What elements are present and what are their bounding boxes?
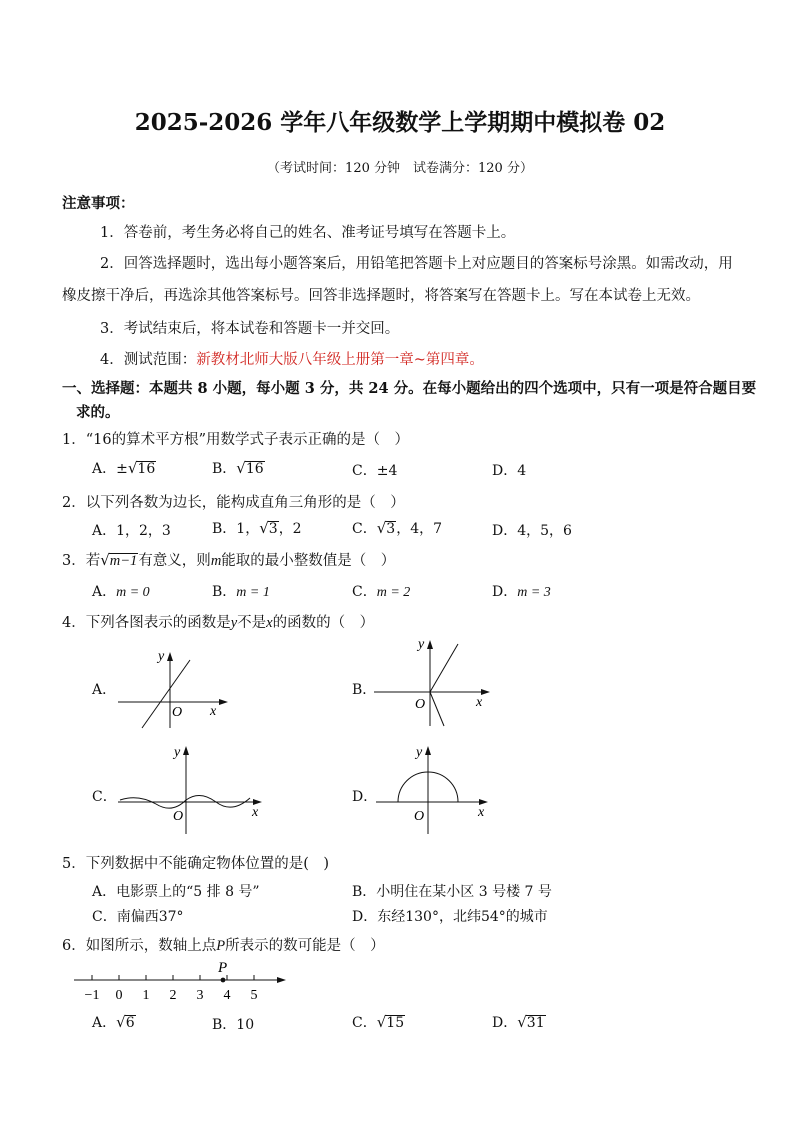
latitude-value: 54° (480, 909, 506, 925)
q4-text: 不是 (237, 615, 267, 631)
q1-text: 的算术平方根”用数学式子表示正确的是（ ） (111, 432, 410, 448)
section-1-heading-line1: 一、选择题：本题共 8 小题，每小题 3 分，共 24 分。在每小题给出的四个选项中，只有一项是符合题目要 (62, 380, 757, 397)
variable-p: P (216, 938, 226, 954)
option-label: B． (212, 584, 237, 600)
radicand: 3 (268, 521, 278, 537)
question-4-stem (62, 611, 374, 632)
option-label: A． (92, 584, 117, 600)
x-label: x (210, 704, 217, 719)
note-2-line2: 橡皮擦干净后，再选涂其他答案标号。回答非选择题时，将答案写在答题卡上。写在本试卷上无效。 (62, 288, 700, 304)
q6-text: 所表示的数可能是（ ） (225, 938, 385, 954)
q4-option-b-label[interactable]: B． (352, 682, 377, 698)
tick-label: −1 (84, 988, 100, 1003)
question-1-stem (62, 428, 409, 449)
notes-heading: 注意事项： (62, 195, 135, 212)
q1-option-d[interactable]: D．4 (492, 463, 527, 479)
q5-option-c[interactable] (92, 906, 184, 926)
test-range: 新教材北师大版八年级上册第一章~第四章。 (196, 352, 484, 368)
q1-option-c[interactable]: C．±4 (352, 463, 398, 479)
option-label: C． (352, 1015, 377, 1031)
q2-option-d[interactable]: D．4，5，6 (492, 523, 572, 539)
longitude-value: 130° (405, 909, 439, 925)
q3-text: 3．若 (62, 553, 101, 569)
q1-option-b[interactable] (212, 458, 265, 478)
q4-text: 的函数的（ ） (272, 615, 375, 631)
q5-option-b[interactable]: B．小明住在某小区 3 号楼 7 号 (352, 884, 552, 900)
q6-option-b[interactable]: B．10 (212, 1017, 255, 1033)
q3-text: 能取的最小整数值是（ ） (221, 553, 396, 569)
q4-option-d-label[interactable]: D． (352, 789, 378, 805)
radicand: 15 (386, 1015, 405, 1031)
note-4 (100, 348, 484, 369)
option-value: m = 1 (236, 585, 270, 600)
q4-text: 4．下列各图表示的函数是 (62, 615, 231, 631)
q3-option-c[interactable] (352, 581, 410, 601)
option-text: D．东经 (352, 909, 406, 925)
q6-text: 6．如图所示，数轴上点 (62, 938, 217, 954)
option-label: D． (492, 1015, 518, 1031)
q6-option-d[interactable] (492, 1012, 546, 1032)
sqrt-icon: √ (236, 459, 246, 477)
sqrt-icon: √ (127, 459, 138, 477)
exam-info: （考试时间：120 分钟 试卷满分：120 分） (267, 161, 533, 176)
question-5-stem: 5．下列数据中不能确定物体位置的是( ) (62, 856, 330, 872)
option-text: ，2 (278, 521, 302, 537)
q2-option-c[interactable] (352, 518, 442, 538)
variable-x: x (266, 615, 273, 631)
point-p-dot (221, 978, 226, 983)
tick-label: 3 (196, 988, 204, 1003)
q3-text: 有意义，则 (138, 553, 211, 569)
option-text: 的城市 (505, 909, 548, 925)
option-label: A． (92, 1015, 117, 1031)
point-p-label: P (218, 960, 228, 976)
sqrt-icon: √ (376, 519, 387, 537)
option-value: m = 3 (517, 585, 551, 600)
y-label: y (416, 745, 423, 760)
q5-option-a[interactable]: A．电影票上的“5 排 8 号” (92, 884, 260, 900)
q4-option-a-label[interactable]: A． (92, 682, 117, 698)
y-arrow-icon (183, 746, 189, 755)
q6-option-a[interactable] (92, 1012, 136, 1032)
radicand: 16 (245, 461, 264, 477)
option-label: B． (212, 461, 237, 477)
option-value: m = 2 (376, 585, 411, 600)
origin-label: O (172, 705, 183, 720)
sqrt-icon: √ (100, 551, 110, 569)
sqrt-icon: √ (517, 1013, 527, 1031)
option-text: ，北纬 (438, 909, 481, 925)
y-arrow-icon (425, 746, 431, 755)
radicand: 16 (137, 461, 156, 477)
tick-label: 2 (169, 988, 177, 1003)
x-label: x (476, 695, 483, 710)
variable-m: m (210, 553, 222, 569)
graph-c (110, 738, 270, 838)
option-label: C． (352, 584, 377, 600)
graph-d (370, 738, 500, 838)
q1-option-a[interactable] (92, 458, 156, 478)
q3-option-d[interactable] (492, 581, 551, 601)
y-label: y (158, 649, 165, 664)
y-arrow-icon (427, 640, 433, 649)
q4-option-c-label[interactable]: C． (92, 789, 117, 805)
q3-option-a[interactable] (92, 581, 150, 601)
ray-down (430, 692, 444, 726)
y-arrow-icon (167, 652, 173, 661)
option-label: C． (352, 521, 377, 537)
tick-label: 0 (115, 988, 123, 1003)
note-4-prefix: 4．测试范围： (100, 352, 197, 368)
note-2-line1: 2．回答选择题时，选出每小题答案后，用铅笔把答题卡上对应题目的答案标号涂黑。如需改动，用 (100, 256, 733, 272)
page-title: 2025-2026 学年八年级数学上学期期中模拟卷 02 (134, 109, 666, 136)
q1-number: 1． (62, 432, 86, 448)
variable-y: y (230, 615, 238, 631)
note-1: 1．答卷前，考生务必将自己的姓名、准考证号填写在答题卡上。 (100, 225, 516, 241)
x-label: x (478, 805, 485, 820)
question-6-stem (62, 934, 385, 955)
tick-label: 5 (250, 988, 258, 1003)
tick-label: 1 (142, 988, 150, 1003)
number-line (66, 958, 296, 1006)
option-label: A． (92, 461, 117, 477)
sqrt-icon: √ (376, 1013, 387, 1031)
y-label: y (418, 637, 425, 652)
section-1-heading-line2: 求的。 (76, 404, 120, 421)
graph-b (370, 630, 500, 730)
graph-a (110, 640, 240, 730)
sqrt-icon: √ (259, 519, 269, 537)
origin-label: O (414, 809, 425, 824)
x-arrow-icon (219, 699, 228, 705)
function-line (142, 660, 190, 728)
q1-quote: “ (85, 432, 94, 448)
q2-option-b[interactable] (212, 518, 302, 538)
radicand: 6 (125, 1015, 135, 1031)
origin-label: O (173, 809, 184, 824)
note-3: 3．考试结束后，将本试卷和答题卡一并交回。 (100, 321, 400, 337)
tick-label: 4 (223, 988, 231, 1003)
option-label: D． (492, 584, 518, 600)
q5-option-d[interactable] (352, 906, 548, 926)
q1-value: 16 (93, 432, 112, 448)
y-label: y (174, 745, 181, 760)
radicand: m−1 (109, 553, 138, 569)
angle-value: 37° (158, 909, 184, 925)
radicand: 3 (386, 521, 396, 537)
plus-minus: ± (116, 461, 128, 477)
radicand: 31 (526, 1015, 545, 1031)
option-text: B．1， (212, 521, 260, 537)
option-text: ，4，7 (396, 521, 443, 537)
q2-option-a[interactable]: A．1，2，3 (92, 523, 171, 539)
sqrt-icon: √ (116, 1013, 126, 1031)
ray-up (430, 644, 458, 692)
arrow-icon (277, 977, 286, 983)
option-text: C．南偏西 (92, 909, 159, 925)
x-label: x (252, 805, 259, 820)
x-arrow-icon (481, 689, 490, 695)
option-value: m = 0 (116, 585, 150, 600)
origin-label: O (415, 697, 426, 712)
q6-option-c[interactable] (352, 1012, 405, 1032)
question-3-stem (62, 549, 395, 570)
question-2-stem: 2．以下列各数为边长，能构成直角三角形的是（ ） (62, 495, 405, 511)
q3-option-b[interactable] (212, 581, 270, 601)
